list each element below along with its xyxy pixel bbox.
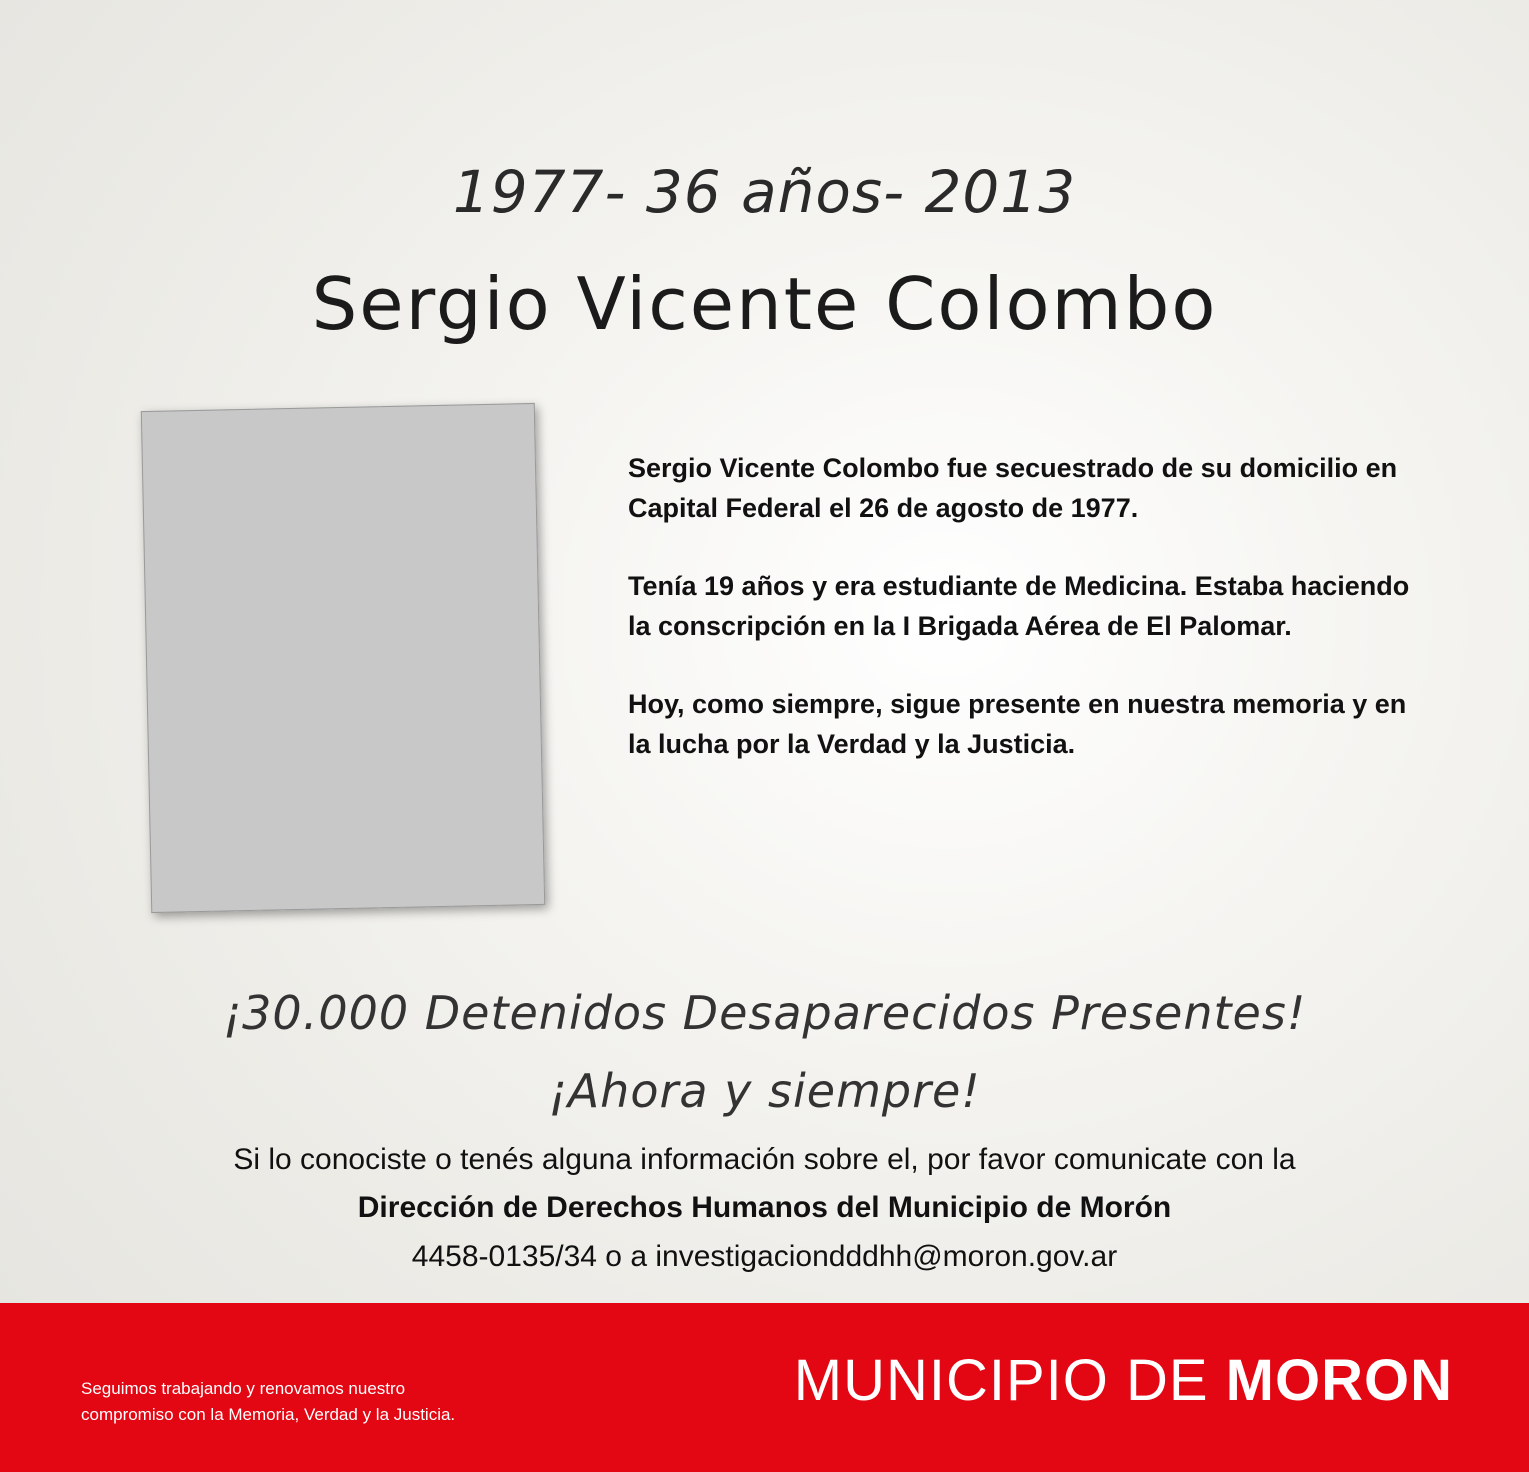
portrait-photo-placeholder: [141, 403, 545, 913]
brand-prefix: MUNICIPIO DE: [793, 1348, 1226, 1413]
footer-banner: [0, 1303, 1529, 1472]
bio-paragraph: Hoy, como siempre, sigue presente en nuestra memoria y en la lucha por la Verdad y la Justicia.: [628, 689, 1407, 759]
footer-tagline: Seguimos trabajando y renovamos nuestro compromiso con la Memoria, Verdad y la Justicia.: [81, 1379, 456, 1424]
slogan-line-2: ¡Ahora y siempre!: [548, 1064, 981, 1118]
contact-intro: Si lo conociste o tenés alguna información sobre el, por favor comunicate con la: [233, 1143, 1296, 1176]
years-heading: 1977- 36 años- 2013: [452, 158, 1077, 226]
bio-paragraph: Sergio Vicente Colombo fue secuestrado de su domicilio en Capital Federal el 26 de agosto de 1977.: [628, 453, 1398, 523]
biography: [628, 448, 1418, 802]
person-name: Sergio Vicente Colombo: [311, 262, 1218, 346]
slogan-line-1: ¡30.000 Detenidos Desaparecidos Presentes!: [222, 986, 1307, 1040]
contact-details: 4458-0135/34 o a investigaciondddhh@moron.gov.ar: [411, 1240, 1118, 1273]
municipality-logo: [794, 1347, 1453, 1414]
bio-paragraph: Tenía 19 años y era estudiante de Medicina. Estaba haciendo la conscripción en la I Brigada Aérea de El Palomar.: [628, 571, 1410, 641]
brand-bold: MORON: [1225, 1348, 1453, 1413]
portrait-photo: [141, 403, 545, 913]
contact-organization: Dirección de Derechos Humanos del Municipio de Morón: [357, 1191, 1172, 1224]
